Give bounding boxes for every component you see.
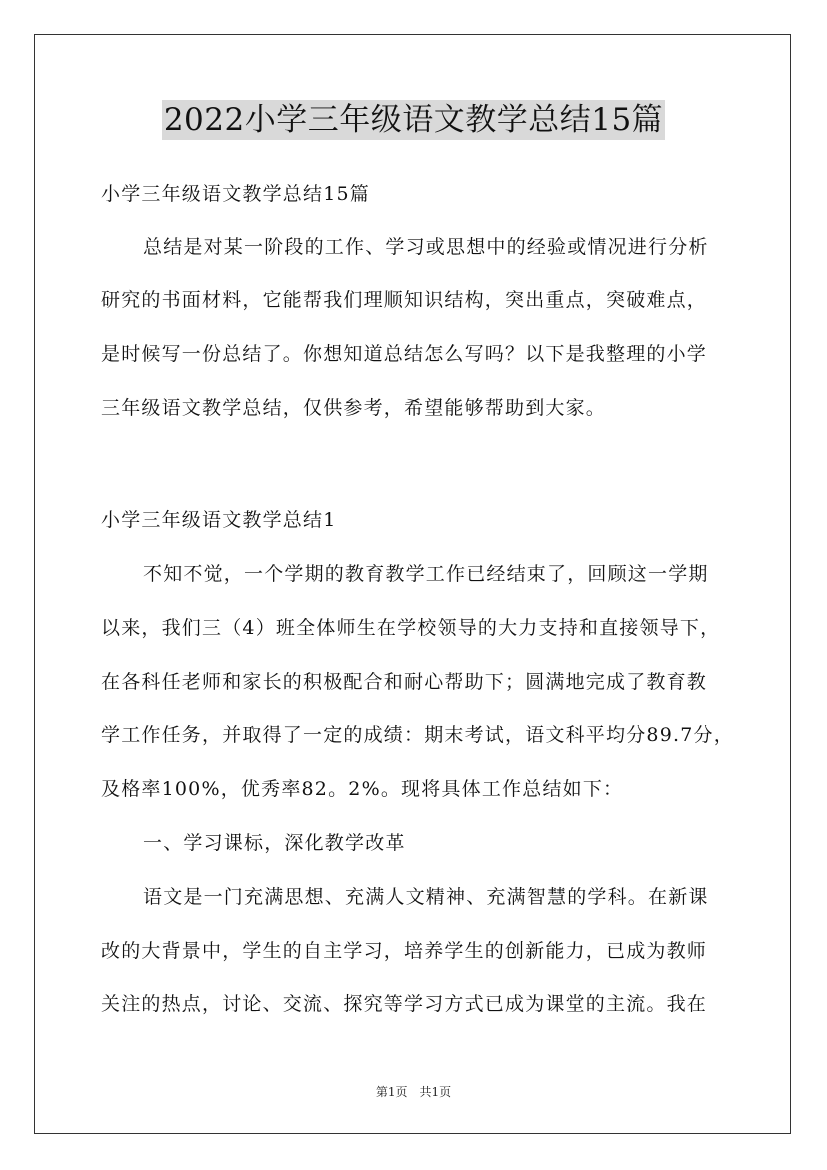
intro-line-3: 是时候写一份总结了。你想知道总结怎么写吗？以下是我整理的小学 [101, 343, 708, 365]
body-line-1: 不知不觉，一个学期的教育教学工作已经结束了，回顾这一学期 [143, 563, 709, 585]
body-line-2: 以来，我们三（4）班全体师生在学校领导的大力支持和直接领导下， [101, 617, 721, 639]
body2-line-1: 语文是一门充满思想、充满人文精神、充满智慧的学科。在新课 [143, 886, 709, 908]
body2-line-3: 关注的热点，讨论、交流、探究等学习方式已成为课堂的主流。我在 [101, 993, 708, 1015]
subheading: 一、学习课标，深化教学改革 [143, 832, 406, 854]
body2-line-2: 改的大背景中，学生的自主学习，培养学生的创新能力，已成为教师 [101, 940, 708, 962]
title-container [0, 100, 827, 140]
intro-line-4: 三年级语文教学总结，仅供参考，希望能够帮助到大家。 [101, 397, 607, 419]
document-subtitle: 小学三年级语文教学总结15篇 [101, 183, 370, 205]
intro-line-1: 总结是对某一阶段的工作、学习或思想中的经验或情况进行分析 [143, 236, 709, 258]
intro-line-2: 研究的书面材料，它能帮我们理顺知识结构，突出重点，突破难点， [101, 289, 708, 311]
document-title: 2022小学三年级语文教学总结15篇 [163, 102, 664, 138]
body-line-5: 及格率100%，优秀率82。2%。现将具体工作总结如下： [101, 778, 624, 800]
section-heading: 小学三年级语文教学总结1 [101, 509, 337, 531]
body-line-3: 在各科任老师和家长的积极配合和耐心帮助下；圆满地完成了教育教 [101, 671, 708, 693]
body-line-4: 学工作任务，并取得了一定的成绩：期末考试，语文科平均分89.7分， [101, 724, 734, 746]
page-footer: 第1页 共1页 [375, 1085, 452, 1099]
